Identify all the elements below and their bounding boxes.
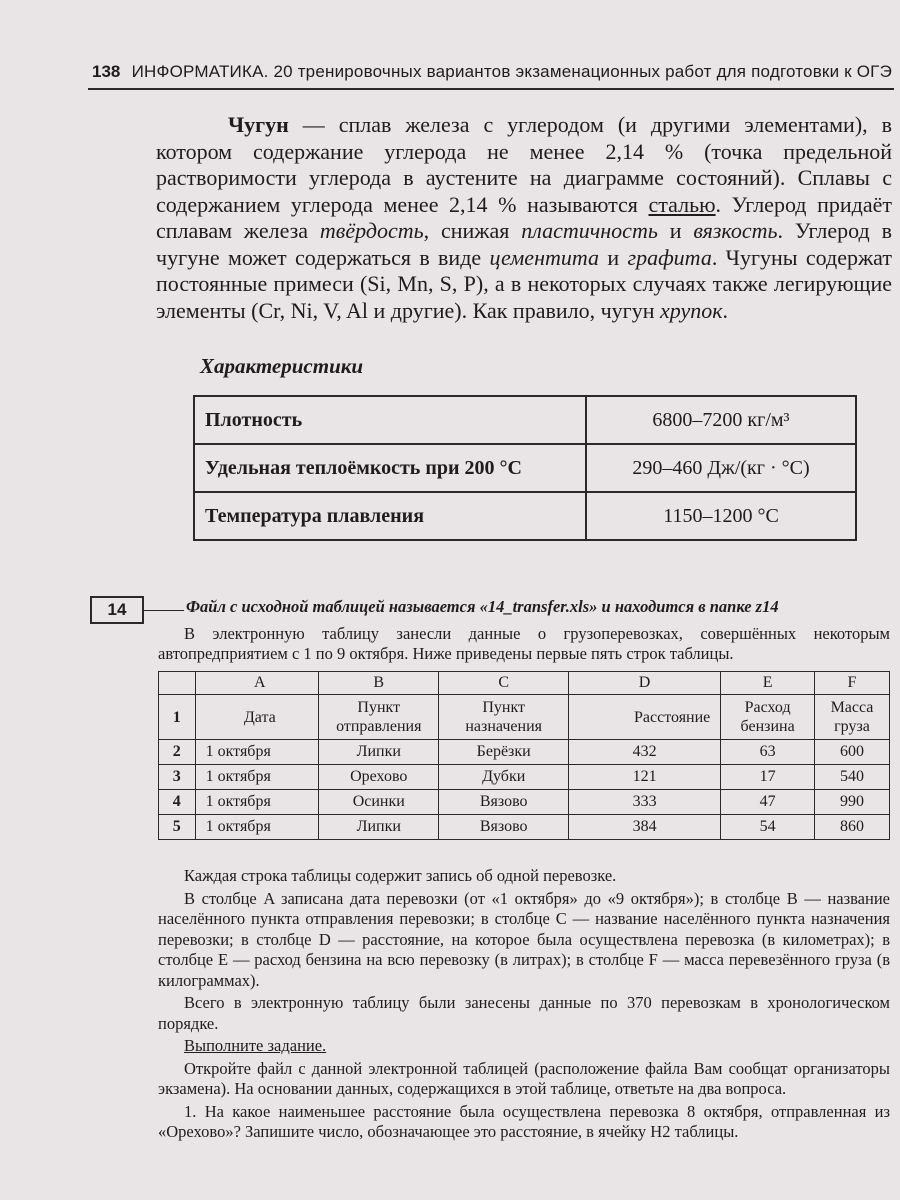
column-letter: A [195, 672, 318, 695]
paragraph: Всего в электронную таблицу были занесены данные по 370 перевозкам в хронологическом порядке. [158, 993, 890, 1033]
cell-destination: Берёзки [439, 740, 568, 765]
characteristics-table [193, 395, 857, 541]
property-value: 1150–1200 °С [586, 492, 856, 540]
page-number: 138 [92, 62, 121, 81]
cell-date: 1 октября [195, 765, 318, 790]
intro-text: Чугун — сплав железа с углеродом (и другими элементами), в котором содержание углерода не менее 2,14 % (точка предельной растворимости углерода в аустените на диаграмме состояний). Сплавы с содержанием углерода менее 2,14 % называются сталью. Углерод придаёт сплавам железа твёрдость, снижая пластичность и вязкость. Углерод в чугуне может содержаться в виде цементита и графита. Чугуны содержат постоянные примеси (Si, Mn, S, P), а в некоторых случаях также легирующие элементы (Cr, Ni, V, Al и другие). Как правило, чугун хрупок. [156, 112, 892, 323]
paragraph: В столбце A записана дата перевозки (от «1 октября» до «9 октября»); в столбце B — название населённого пункта отправления перевозки; в столбце C — название населённого пункта назначения перевозки; в столбце D — расстояние, на которое была осуществлена перевозка (в километрах); в столбце E — расход бензина на всю перевозку (в литрах); в столбце F — масса перевезённого груза (в килограммах). [158, 888, 890, 990]
column-letter: C [439, 672, 568, 695]
column-header: Масса груза [814, 695, 889, 740]
cell-distance: 333 [568, 790, 720, 815]
paragraph-assignment-heading: Выполните задание. [184, 1036, 327, 1055]
term-plasticity: пластичность [521, 218, 658, 243]
cell-fuel: 63 [721, 740, 815, 765]
property-value: 6800–7200 кг/м³ [586, 396, 856, 444]
row-number: 2 [159, 740, 196, 765]
column-letter: E [721, 672, 815, 695]
file-note: Файл с исходной таблицей называется «14_transfer.xls» и находится в папке z14 [186, 597, 779, 616]
paragraph: Каждая строка таблицы содержит запись об одной перевозке. [184, 866, 617, 885]
cell-distance: 121 [568, 765, 720, 790]
cell-date: 1 октября [195, 790, 318, 815]
characteristics-title: Характеристики [200, 354, 364, 378]
term-graphite: графита [627, 244, 712, 270]
cell-fuel: 47 [721, 790, 815, 815]
cell-cargo-mass: 540 [814, 765, 889, 790]
term-steel: сталью [648, 191, 716, 217]
characteristics-row [194, 396, 856, 444]
property-name: Удельная теплоёмкость при 200 °С [194, 444, 586, 492]
cell-origin: Липки [319, 815, 439, 840]
cell-fuel: 54 [721, 815, 815, 840]
task-number-box: 14 [90, 596, 144, 624]
task-intro [158, 624, 890, 664]
cell-origin: Орехово [319, 765, 439, 790]
column-header: Пункт назначения [439, 695, 568, 740]
row-number: 3 [159, 765, 196, 790]
table-row [159, 790, 890, 815]
characteristics-row [194, 444, 856, 492]
header-row [159, 695, 890, 740]
term-hardness: твёрдость [319, 218, 424, 243]
cell-date: 1 октября [195, 740, 318, 765]
row-number: 5 [159, 815, 196, 840]
term-cast-iron: Чугун [228, 112, 289, 137]
paragraph: Откройте файл с данной электронной таблицей (расположение файла Вам сообщат организаторы экзамена). На основании данных, содержащихся в этой таблице, ответьте на два вопроса. [158, 1058, 890, 1098]
property-name: Плотность [194, 396, 586, 444]
table-row [159, 765, 890, 790]
row-number: 1 [159, 695, 196, 740]
cell-distance: 432 [568, 740, 720, 765]
task-intro-text: В электронную таблицу занесли данные о грузоперевозках, совершённых некоторым автопредприятием с 1 по 9 октября. Ниже приведены первые пять строк таблицы. [158, 624, 890, 663]
term-viscosity: вязкость [693, 218, 778, 243]
property-name: Температура плавления [194, 492, 586, 540]
term-brittle: хрупок [659, 297, 723, 323]
column-header: Дата [195, 695, 318, 740]
characteristics-row [194, 492, 856, 540]
column-header: Расход бензина [721, 695, 815, 740]
column-header: Расстояние [568, 695, 720, 740]
cell-cargo-mass: 990 [814, 790, 889, 815]
cell-origin: Осинки [319, 790, 439, 815]
property-value: 290–460 Дж/(кг · °С) [586, 444, 856, 492]
cell-destination: Дубки [439, 765, 568, 790]
cast-iron-paragraph [156, 112, 892, 324]
cell-cargo-mass: 860 [814, 815, 889, 840]
cell-distance: 384 [568, 815, 720, 840]
table-row [159, 815, 890, 840]
task-number-rule [142, 610, 184, 611]
column-letter: F [814, 672, 889, 695]
cell-date: 1 октября [195, 815, 318, 840]
page-header [88, 58, 894, 90]
column-header: Пункт отправления [319, 695, 439, 740]
task-description [158, 866, 890, 1145]
cell-fuel: 17 [721, 765, 815, 790]
cell-cargo-mass: 600 [814, 740, 889, 765]
corner-cell [159, 672, 196, 695]
running-head: ИНФОРМАТИКА. 20 тренировочных вариантов экзаменационных работ для подготовки к ОГЭ [131, 62, 892, 81]
cell-destination: Вязово [439, 815, 568, 840]
cell-destination: Вязово [439, 790, 568, 815]
row-number: 4 [159, 790, 196, 815]
spreadsheet-table [158, 671, 890, 840]
table-row [159, 740, 890, 765]
column-letter: B [319, 672, 439, 695]
cell-origin: Липки [319, 740, 439, 765]
column-letters-row [159, 672, 890, 695]
question-1: 1. На какое наименьшее расстояние была осуществлена перевозка 8 октября, отправленная из «Орехово»? Запишите число, обозначающее это расстояние, в ячейку H2 таблицы. [158, 1101, 890, 1141]
term-cementite: цементита [489, 244, 600, 270]
column-letter: D [568, 672, 720, 695]
